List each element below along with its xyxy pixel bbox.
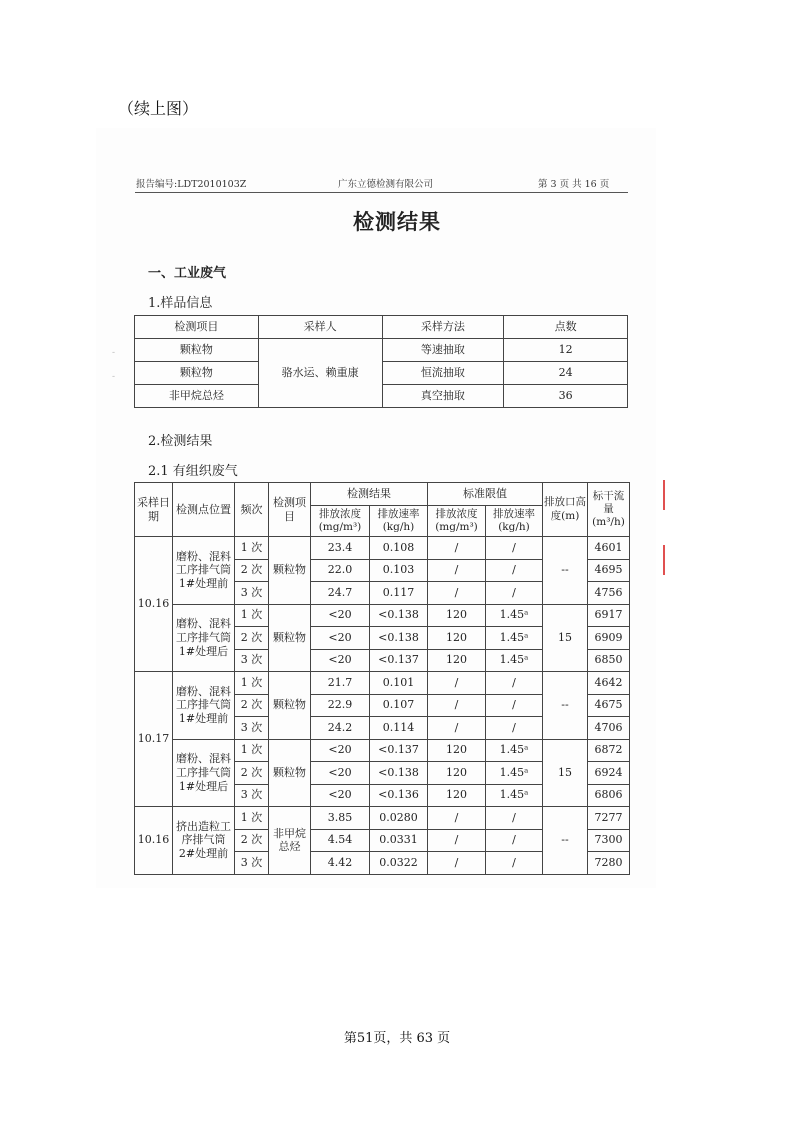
frequency-cell: 1 次 — [235, 537, 269, 560]
limit-rate-cell: / — [486, 537, 543, 560]
outlet-height-cell: -- — [543, 807, 588, 875]
page-title: 检测结果 — [353, 210, 441, 234]
concentration-cell: 3.85 — [311, 807, 370, 830]
outlet-height-cell: -- — [543, 672, 588, 740]
frequency-cell: 3 次 — [235, 784, 269, 807]
limit-concentration-cell: / — [428, 717, 486, 740]
table-header: 检测项目 — [135, 316, 259, 339]
table-header: 点数 — [504, 316, 628, 339]
limit-concentration-cell: / — [428, 807, 486, 830]
rate-cell: 0.107 — [370, 694, 428, 717]
frequency-cell: 2 次 — [235, 694, 269, 717]
frequency-cell: 1 次 — [235, 604, 269, 627]
table-cell: 等速抽取 — [382, 339, 504, 362]
concentration-cell: <20 — [311, 649, 370, 672]
flow-cell: 4695 — [588, 559, 630, 582]
limit-rate-cell: / — [486, 559, 543, 582]
frequency-cell: 3 次 — [235, 852, 269, 875]
limit-concentration-cell: / — [428, 672, 486, 695]
item-cell: 非甲烷总烃 — [269, 807, 311, 875]
limit-rate-cell: 1.45ᵃ — [486, 762, 543, 785]
flow-cell: 6850 — [588, 649, 630, 672]
limit-rate-cell: / — [486, 852, 543, 875]
page-footer: 第51页，共 63 页 — [343, 1031, 451, 1046]
table-row — [135, 807, 630, 830]
flow-cell: 4706 — [588, 717, 630, 740]
table-cell: 36 — [504, 385, 628, 408]
frequency-cell: 1 次 — [235, 672, 269, 695]
rate-cell: <0.136 — [370, 784, 428, 807]
limit-rate-cell: 1.45ᵃ — [486, 739, 543, 762]
results-heading: 2.检测结果 — [148, 434, 213, 449]
flow-cell: 7277 — [588, 807, 630, 830]
concentration-cell: 22.0 — [311, 559, 370, 582]
header-limit-rate: 排放速率(kg/h) — [486, 506, 543, 537]
concentration-cell: 22.9 — [311, 694, 370, 717]
company-name: 广东立德检测有限公司 — [338, 179, 434, 190]
limit-rate-cell: / — [486, 807, 543, 830]
stamp-mark — [663, 545, 665, 575]
concentration-cell: <20 — [311, 604, 370, 627]
flow-cell: 6924 — [588, 762, 630, 785]
rate-cell: 0.0331 — [370, 829, 428, 852]
table-row — [135, 339, 628, 362]
limit-rate-cell: 1.45ᵃ — [486, 627, 543, 650]
limit-concentration-cell: / — [428, 559, 486, 582]
inner-page-number: 第 3 页 共 16 页 — [538, 179, 610, 190]
concentration-cell: 21.7 — [311, 672, 370, 695]
frequency-cell: 3 次 — [235, 582, 269, 605]
limit-concentration-cell: / — [428, 694, 486, 717]
header-limit: 标准限值 — [428, 483, 543, 506]
table-cell: 12 — [504, 339, 628, 362]
limit-rate-cell: / — [486, 672, 543, 695]
outlet-height-cell: 15 — [543, 739, 588, 807]
table-row — [135, 537, 630, 560]
table-cell: 颗粒物 — [135, 339, 259, 362]
frequency-cell: 1 次 — [235, 739, 269, 762]
frequency-cell: 2 次 — [235, 762, 269, 785]
rate-cell: 0.117 — [370, 582, 428, 605]
limit-concentration-cell: 120 — [428, 649, 486, 672]
table-cell: 颗粒物 — [135, 362, 259, 385]
limit-concentration-cell: / — [428, 829, 486, 852]
caption: （续上图） — [118, 99, 199, 118]
sample-info-table — [134, 315, 628, 408]
header-frequency: 频次 — [235, 483, 269, 537]
limit-concentration-cell: 120 — [428, 784, 486, 807]
limit-rate-cell: / — [486, 717, 543, 740]
header-divider — [135, 192, 628, 193]
limit-concentration-cell: 120 — [428, 739, 486, 762]
item-cell: 颗粒物 — [269, 739, 311, 807]
flow-cell: 4642 — [588, 672, 630, 695]
point-cell: 磨粉、混料工序排气筒1#处理前 — [173, 537, 235, 605]
concentration-cell: 4.42 — [311, 852, 370, 875]
samplers-cell: 骆水运、赖重康 — [258, 339, 382, 408]
flow-cell: 4601 — [588, 537, 630, 560]
header-item: 检测项目 — [269, 483, 311, 537]
limit-rate-cell: / — [486, 582, 543, 605]
header-date: 采样日期 — [135, 483, 173, 537]
rate-cell: <0.138 — [370, 604, 428, 627]
point-cell: 挤出造粒工序排气筒 2#处理前 — [173, 807, 235, 875]
margin-mark: - — [112, 348, 116, 358]
concentration-cell: 24.7 — [311, 582, 370, 605]
header-concentration: 排放浓度(mg/m³) — [311, 506, 370, 537]
frequency-cell: 3 次 — [235, 649, 269, 672]
header-flow: 标干流量(m³/h) — [588, 483, 630, 537]
rate-cell: 0.103 — [370, 559, 428, 582]
frequency-cell: 2 次 — [235, 559, 269, 582]
table-header: 采样人 — [258, 316, 382, 339]
organized-gas-heading: 2.1 有组织废气 — [148, 464, 238, 479]
rate-cell: <0.137 — [370, 649, 428, 672]
concentration-cell: <20 — [311, 739, 370, 762]
rate-cell: 0.114 — [370, 717, 428, 740]
limit-concentration-cell: / — [428, 852, 486, 875]
concentration-cell: <20 — [311, 627, 370, 650]
limit-rate-cell: / — [486, 829, 543, 852]
limit-concentration-cell: 120 — [428, 762, 486, 785]
item-cell: 颗粒物 — [269, 537, 311, 605]
flow-cell: 6872 — [588, 739, 630, 762]
outlet-height-cell: 15 — [543, 604, 588, 672]
flow-cell: 6917 — [588, 604, 630, 627]
header-result: 检测结果 — [311, 483, 428, 506]
rate-cell: <0.138 — [370, 762, 428, 785]
limit-rate-cell: 1.45ᵃ — [486, 649, 543, 672]
header-outlet-height: 排放口高度(m) — [543, 483, 588, 537]
point-cell: 磨粉、混料工序排气筒1#处理后 — [173, 604, 235, 672]
table-header: 采样方法 — [382, 316, 504, 339]
header-limit-concentration: 排放浓度(mg/m³) — [428, 506, 486, 537]
header-point: 检测点位置 — [173, 483, 235, 537]
limit-concentration-cell: / — [428, 537, 486, 560]
concentration-cell: 23.4 — [311, 537, 370, 560]
rate-cell: 0.0280 — [370, 807, 428, 830]
flow-cell: 4756 — [588, 582, 630, 605]
rate-cell: <0.137 — [370, 739, 428, 762]
rate-cell: 0.101 — [370, 672, 428, 695]
rate-cell: 0.108 — [370, 537, 428, 560]
point-cell: 磨粉、混料工序排气筒1#处理后 — [173, 739, 235, 807]
flow-cell: 4675 — [588, 694, 630, 717]
table-row — [135, 672, 630, 695]
table-row — [135, 604, 630, 627]
stamp-mark — [663, 480, 665, 510]
rate-cell: 0.0322 — [370, 852, 428, 875]
flow-cell: 6909 — [588, 627, 630, 650]
limit-rate-cell: / — [486, 694, 543, 717]
concentration-cell: 24.2 — [311, 717, 370, 740]
concentration-cell: <20 — [311, 762, 370, 785]
concentration-cell: <20 — [311, 784, 370, 807]
results-table — [134, 482, 630, 875]
flow-cell: 6806 — [588, 784, 630, 807]
limit-rate-cell: 1.45ᵃ — [486, 604, 543, 627]
date-cell: 10.16 — [135, 807, 173, 875]
header-rate: 排放速率(kg/h) — [370, 506, 428, 537]
rate-cell: <0.138 — [370, 627, 428, 650]
date-cell: 10.16 — [135, 537, 173, 672]
frequency-cell: 2 次 — [235, 829, 269, 852]
limit-concentration-cell: / — [428, 582, 486, 605]
date-cell: 10.17 — [135, 672, 173, 807]
margin-mark: - — [112, 372, 116, 382]
frequency-cell: 3 次 — [235, 717, 269, 740]
table-row — [135, 739, 630, 762]
concentration-cell: 4.54 — [311, 829, 370, 852]
frequency-cell: 1 次 — [235, 807, 269, 830]
flow-cell: 7300 — [588, 829, 630, 852]
results-body — [135, 537, 630, 875]
frequency-cell: 2 次 — [235, 627, 269, 650]
item-cell: 颗粒物 — [269, 604, 311, 672]
report-number: 报告编号:LDT2010103Z — [136, 179, 247, 190]
limit-rate-cell: 1.45ᵃ — [486, 784, 543, 807]
table-cell: 恒流抽取 — [382, 362, 504, 385]
section-heading: 一、工业废气 — [148, 266, 227, 281]
table-cell: 24 — [504, 362, 628, 385]
table-cell: 非甲烷总烃 — [135, 385, 259, 408]
point-cell: 磨粉、混料工序排气筒1#处理前 — [173, 672, 235, 740]
table-cell: 真空抽取 — [382, 385, 504, 408]
limit-concentration-cell: 120 — [428, 604, 486, 627]
limit-concentration-cell: 120 — [428, 627, 486, 650]
item-cell: 颗粒物 — [269, 672, 311, 740]
flow-cell: 7280 — [588, 852, 630, 875]
outlet-height-cell: -- — [543, 537, 588, 605]
sample-info-heading: 1.样品信息 — [148, 296, 213, 311]
